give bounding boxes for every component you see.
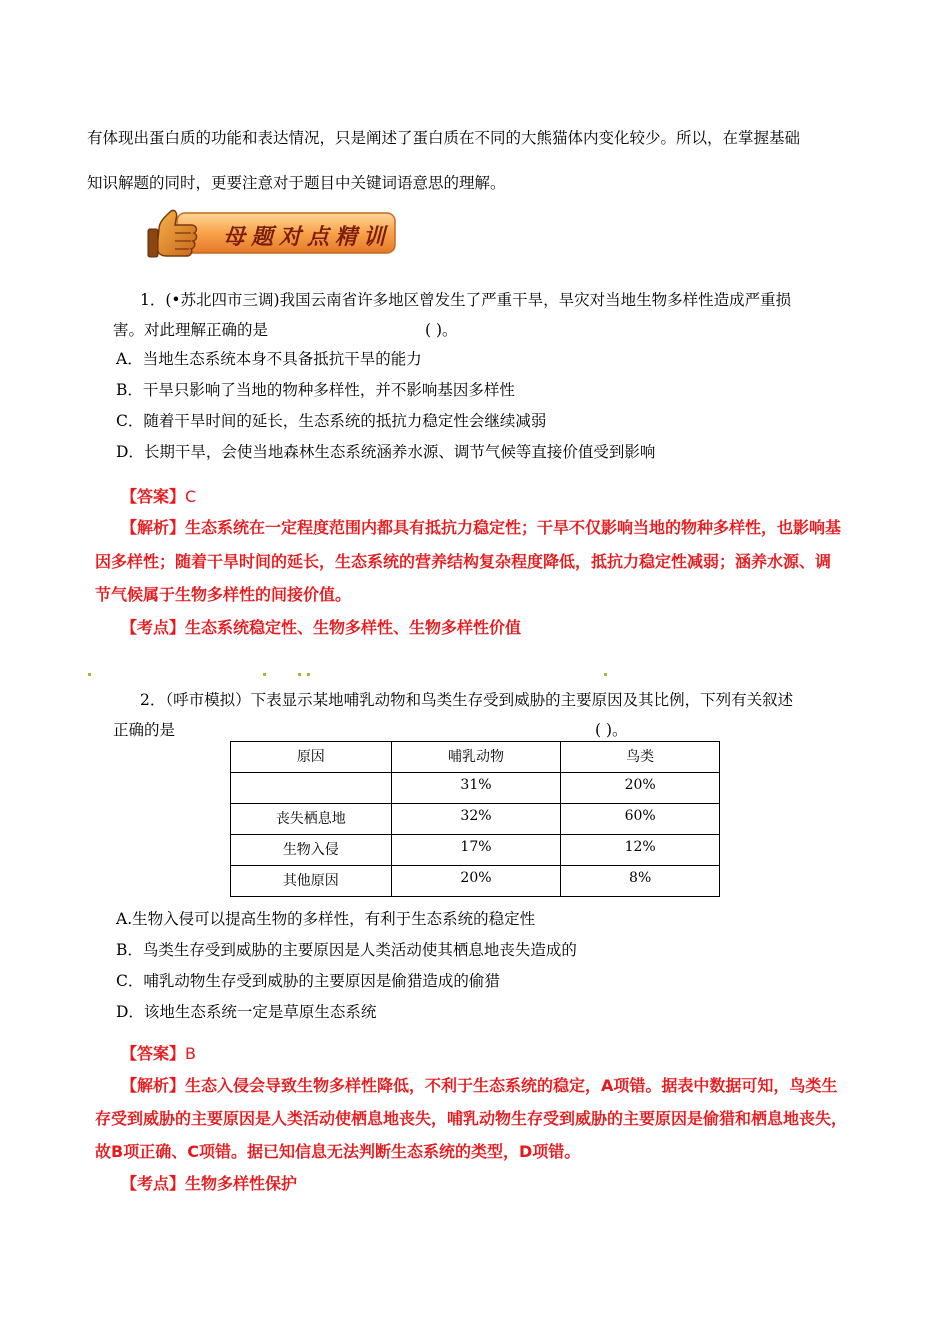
table-cell: 17% bbox=[391, 835, 561, 866]
point-tag: 【考点】 bbox=[121, 618, 186, 637]
table-cell: 丧失栖息地 bbox=[231, 804, 392, 835]
table-cell: 32% bbox=[391, 804, 561, 835]
table-cell: 其他原因 bbox=[231, 866, 392, 897]
table-cell: 20% bbox=[391, 866, 561, 897]
table-row bbox=[231, 773, 720, 804]
intro-line-1: 有体现出蛋白质的功能和表达情况，只是阐述了蛋白质在不同的大熊猫体内变化较少。所以，在掌握基础 bbox=[87, 129, 801, 147]
q2-analysis-line-3: 故B项正确、C项错。据已知信息无法判断生态系统的类型，D项错。 bbox=[95, 1142, 581, 1161]
stray-dot bbox=[88, 673, 91, 676]
table-row bbox=[231, 835, 720, 866]
analysis-tag: 【解析】 bbox=[121, 518, 186, 537]
stray-dot bbox=[604, 673, 607, 676]
stray-dot bbox=[298, 673, 301, 676]
stray-dot bbox=[263, 673, 266, 676]
q1-analysis-line-3: 节气候属于生物多样性的间接价值。 bbox=[95, 585, 352, 604]
q2-analysis-line-2: 存受到威胁的主要原因是人类活动使栖息地丧失，哺乳动物生存受到威胁的主要原因是偷猎和栖息地丧失， bbox=[95, 1109, 848, 1128]
analysis-text: 生态系统在一定程度范围内都具有抵抗力稳定性；干旱不仅影响当地的物种多样性，也影响基 bbox=[185, 518, 842, 537]
table-header-cell: 哺乳动物 bbox=[391, 742, 561, 773]
analysis-text: 生态入侵会导致生物多样性降低，不利于生态系统的稳定，A项错。据表中数据可知，鸟类生 bbox=[185, 1076, 838, 1095]
q1-answer-blank: ( )。 bbox=[425, 321, 458, 339]
q1-analysis-line-2: 因多样性；随着干旱时间的延长，生态系统的营养结构复杂程度降低，抵抗力稳定性减弱；涵养水源、调 bbox=[95, 552, 832, 571]
q2-option-d: D．该地生态系统一定是草原生态系统 bbox=[116, 1003, 377, 1021]
intro-line-2: 知识解题的同时，更要注意对于题目中关键词语意思的理解。 bbox=[87, 174, 506, 192]
table-cell bbox=[231, 773, 392, 804]
q2-stem-line-1: 2．（呼市模拟）下表显示某地哺乳动物和鸟类生存受到威胁的主要原因及其比例，下列有关叙述 bbox=[140, 691, 794, 709]
q2-option-c: C．哺乳动物生存受到威胁的主要原因是偷猎造成的偷猎 bbox=[116, 972, 500, 990]
point-tag: 【考点】 bbox=[121, 1174, 186, 1193]
table-row bbox=[231, 804, 720, 835]
q2-answer-blank: ( )。 bbox=[595, 721, 628, 739]
table-cell: 60% bbox=[561, 804, 720, 835]
table-header-cell: 原因 bbox=[231, 742, 392, 773]
q1-option-c: C．随着干旱时间的延长，生态系统的抵抗力稳定性会继续减弱 bbox=[116, 412, 547, 430]
table-header-cell: 鸟类 bbox=[561, 742, 720, 773]
q1-stem-line-1: 1．(•苏北四市三调)我国云南省许多地区曾发生了严重干旱，旱灾对当地生物多样性造成严重损 bbox=[140, 291, 792, 309]
table-header-row bbox=[231, 742, 720, 773]
point-text: 生态系统稳定性、生物多样性、生物多样性价值 bbox=[185, 618, 522, 637]
q2-answer bbox=[121, 1041, 196, 1064]
analysis-tag: 【解析】 bbox=[121, 1076, 186, 1095]
q1-answer bbox=[121, 484, 196, 507]
q1-option-a: A．当地生态系统本身不具备抵抗干旱的能力 bbox=[116, 350, 422, 368]
table-cell: 生物入侵 bbox=[231, 835, 392, 866]
table-cell: 12% bbox=[561, 835, 720, 866]
q1-stem-line-2: 害。对此理解正确的是 bbox=[113, 321, 269, 339]
q2-stem-line-2: 正确的是 bbox=[113, 721, 176, 739]
q1-analysis-line-1 bbox=[121, 515, 841, 538]
table-cell: 31% bbox=[391, 773, 561, 804]
banner-title: 母题对点精训 bbox=[223, 225, 392, 250]
q1-option-d: D．长期干旱，会使当地森林生态系统涵养水源、调节气候等直接价值受到影响 bbox=[116, 443, 656, 461]
q2-option-b: B．鸟类生存受到威胁的主要原因是人类活动使其栖息地丧失造成的 bbox=[116, 941, 577, 959]
stray-dot bbox=[307, 673, 310, 676]
answer-tag: 【答案】 bbox=[121, 1044, 186, 1063]
table-row bbox=[231, 866, 720, 897]
table-cell: 20% bbox=[561, 773, 720, 804]
threat-table bbox=[230, 741, 720, 897]
point-text: 生物多样性保护 bbox=[185, 1174, 298, 1193]
q1-point bbox=[121, 615, 521, 638]
answer-value: C bbox=[185, 487, 197, 506]
q2-option-a: A.生物入侵可以提高生物的多样性，有利于生态系统的稳定性 bbox=[116, 910, 536, 928]
table-cell: 8% bbox=[561, 866, 720, 897]
q2-analysis-line-1 bbox=[121, 1073, 837, 1096]
q2-point bbox=[121, 1171, 297, 1194]
answer-tag: 【答案】 bbox=[121, 487, 186, 506]
answer-value: B bbox=[185, 1044, 196, 1063]
q1-option-b: B．干旱只影响了当地的物种多样性，并不影响基因多样性 bbox=[116, 381, 515, 399]
section-banner bbox=[145, 207, 399, 261]
